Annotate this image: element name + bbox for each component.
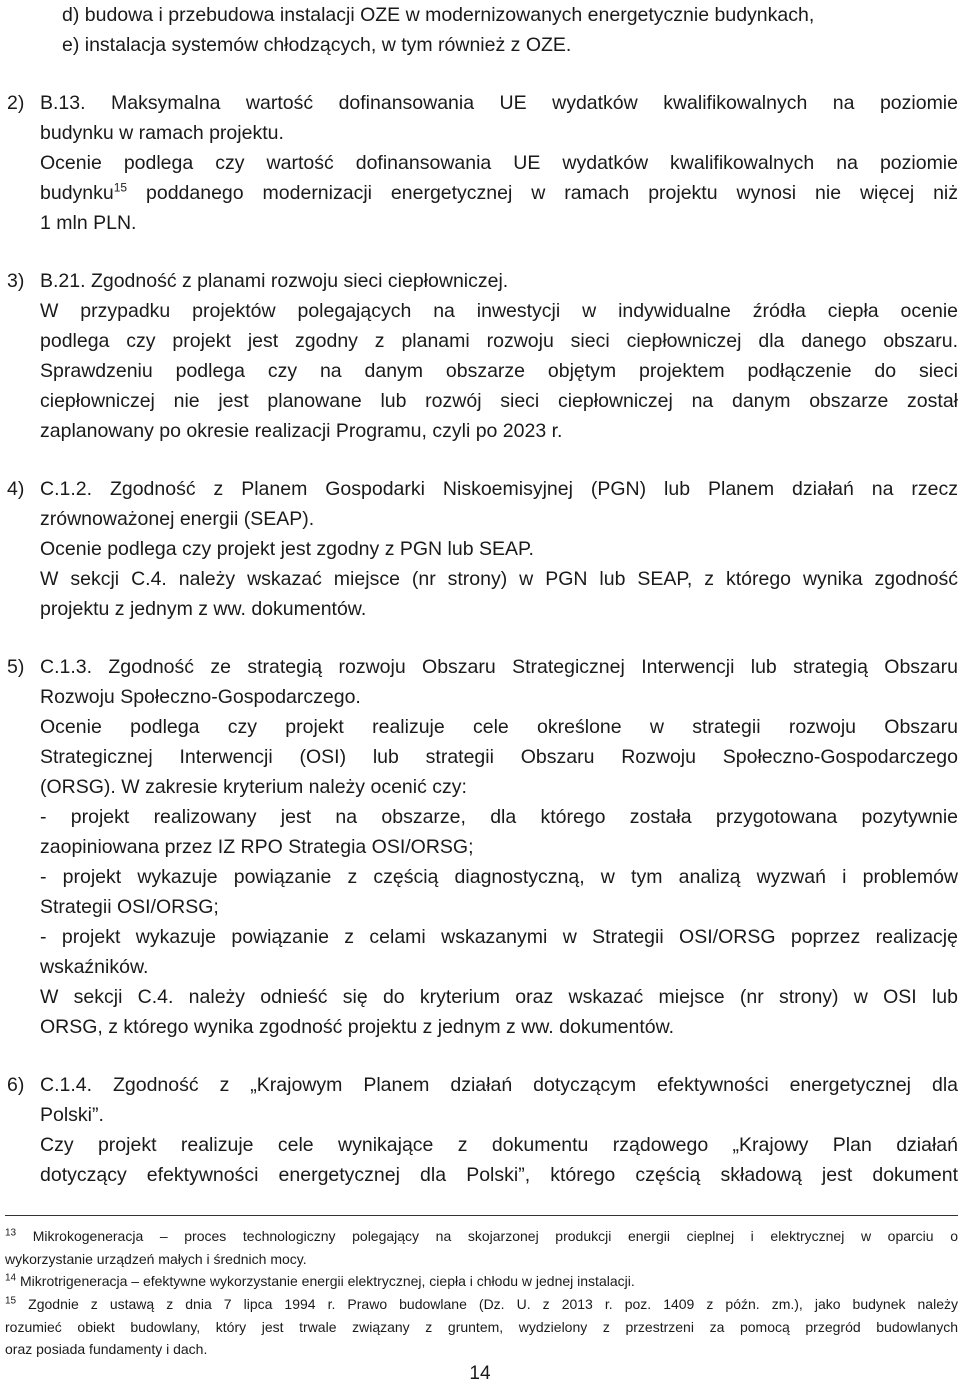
paragraph-line: dotyczący efektywności energetycznej dla Polski”, którego częścią składową jest dokument: [40, 1164, 958, 1186]
paragraph-line: W przypadku projektów polegających na inwestycji w indywidualne źródła ciepła ocenie: [40, 300, 958, 322]
paragraph-line: Ocenie podlega czy projekt jest zgodny z PGN lub SEAP.: [40, 538, 534, 560]
bullet-line: - projekt wykazuje powiązanie z celami wskazanymi w Strategii OSI/ORSG poprzez realizację: [40, 926, 958, 948]
paragraph-line: Strategicznej Interwencji (OSI) lub strategii Obszaru Rozwoju Społeczno-Gospodarczego: [40, 746, 958, 768]
bullet-line: zaopiniowana przez IZ RPO Strategia OSI/ORSG;: [40, 836, 474, 858]
bullet-line: - projekt wykazuje powiązanie z częścią diagnostyczną, w tym analizą wyzwań i problemów: [40, 866, 958, 888]
footnote-separator: [5, 1215, 958, 1216]
paragraph-line: W sekcji C.4. należy odnieść się do kryterium oraz wskazać miejsce (nr strony) w OSI lub: [40, 986, 958, 1008]
criterion-heading-c13-cont: Rozwoju Społeczno-Gospodarczego.: [40, 686, 361, 708]
paragraph-line: 1 mln PLN.: [40, 212, 137, 234]
criterion-heading-c12: C.1.2. Zgodność z Planem Gospodarki Niskoemisyjnej (PGN) lub Planem działań na rzecz: [40, 478, 958, 500]
paragraph-line: ciepłowniczej nie jest planowane lub rozwój sieci ciepłowniczej na danym obszarze został: [40, 390, 958, 412]
paragraph-line: Ocenie podlega czy projekt realizuje cele określone w strategii rozwoju Obszaru: [40, 716, 958, 738]
list-item-d: d) budowa i przebudowa instalacji OZE w modernizowanych energetycznie budynkach,: [62, 4, 815, 26]
paragraph-line: Ocenie podlega czy wartość dofinansowania UE wydatków kwalifikowalnych na poziomie: [40, 152, 958, 174]
paragraph-line: zaplanowany po okresie realizacji Programu, czyli po 2023 r.: [40, 420, 563, 442]
item-number-6: 6): [7, 1074, 25, 1096]
paragraph-line: ORSG, z którego wynika zgodność projektu z jednym z ww. dokumentów.: [40, 1016, 675, 1038]
page-number: 14: [469, 1363, 491, 1384]
paragraph-line: budynku$^{15}$ poddanego modernizacji energetycznej w ramach projektu wynosi nie więcej niż: [40, 180, 958, 204]
footnote-13-cont: wykorzystanie urządzeń małych i średnich mocy.: [5, 1251, 307, 1267]
criterion-heading-c13: C.1.3. Zgodność ze strategią rozwoju Obszaru Strategicznej Interwencji lub strategią Obszaru: [40, 656, 958, 678]
footnote-ref-15: 15: [113, 180, 128, 195]
paragraph-line: (ORSG). W zakresie kryterium należy ocenić czy:: [40, 776, 467, 798]
bullet-line: wskaźników.: [40, 956, 149, 978]
item-number-4: 4): [7, 478, 25, 500]
criterion-heading-b13-cont: budynku w ramach projektu.: [40, 122, 284, 144]
criterion-heading-b13: B.13. Maksymalna wartość dofinansowania UE wydatków kwalifikowalnych na poziomie: [40, 92, 958, 114]
paragraph-line: projektu z jednym z ww. dokumentów.: [40, 598, 367, 620]
paragraph-line: Sprawdzeniu podlega czy na danym obszarze objętym projektem podłączenie do sieci: [40, 360, 958, 382]
bullet-line: - projekt realizowany jest na obszarze, dla którego została przygotowana pozytywnie: [40, 806, 958, 828]
item-number-5: 5): [7, 656, 25, 678]
footnote-13: $^{13}$ Mikrokogeneracja – proces technologiczny polegający na skojarzonej produkcji energii cieplnej i elektrycznej w oparciu o: [5, 1227, 958, 1244]
footnote-15-cont: oraz posiada fundamenty i dach.: [5, 1341, 208, 1357]
footnote-15-cont: rozumieć obiekt budowlany, który jest trwale związany z gruntem, wydzielony z przestrzeni za pomocą przegród budowlanych: [5, 1319, 958, 1335]
item-number-2: 2): [7, 92, 25, 114]
footnote-15: $^{15}$ Zgodnie z ustawą z dnia 7 lipca 1994 r. Prawo budowlane (Dz. U. z 2013 r. poz. 1409 z późn. zm.), jako budynek należy: [5, 1295, 958, 1312]
criterion-heading-b21: B.21. Zgodność z planami rozwoju sieci ciepłowniczej.: [40, 270, 509, 292]
item-number-3: 3): [7, 270, 25, 292]
footnote-14: $^{14}$ Mikrotrigeneracja – efektywne wykorzystanie energii elektrycznej, ciepła i chłodu w jednej instalacji.: [5, 1272, 635, 1289]
bullet-line: Strategii OSI/ORSG;: [40, 896, 219, 918]
criterion-heading-c14-cont: Polski”.: [40, 1104, 104, 1126]
criterion-heading-c14: C.1.4. Zgodność z „Krajowym Planem działań dotyczącym efektywności energetycznej dla: [40, 1074, 958, 1096]
criterion-heading-c12-cont: zrównoważonej energii (SEAP).: [40, 508, 315, 530]
list-item-e: e) instalacja systemów chłodzących, w tym również z OZE.: [62, 34, 572, 56]
paragraph-line: podlega czy projekt jest zgodny z planami rozwoju sieci ciepłowniczej dla danego obszaru.: [40, 330, 958, 352]
paragraph-line: W sekcji C.4. należy wskazać miejsce (nr strony) w PGN lub SEAP, z którego wynika zgodność: [40, 568, 958, 590]
paragraph-line: Czy projekt realizuje cele wynikające z dokumentu rządowego „Krajowy Plan działań: [40, 1134, 958, 1156]
